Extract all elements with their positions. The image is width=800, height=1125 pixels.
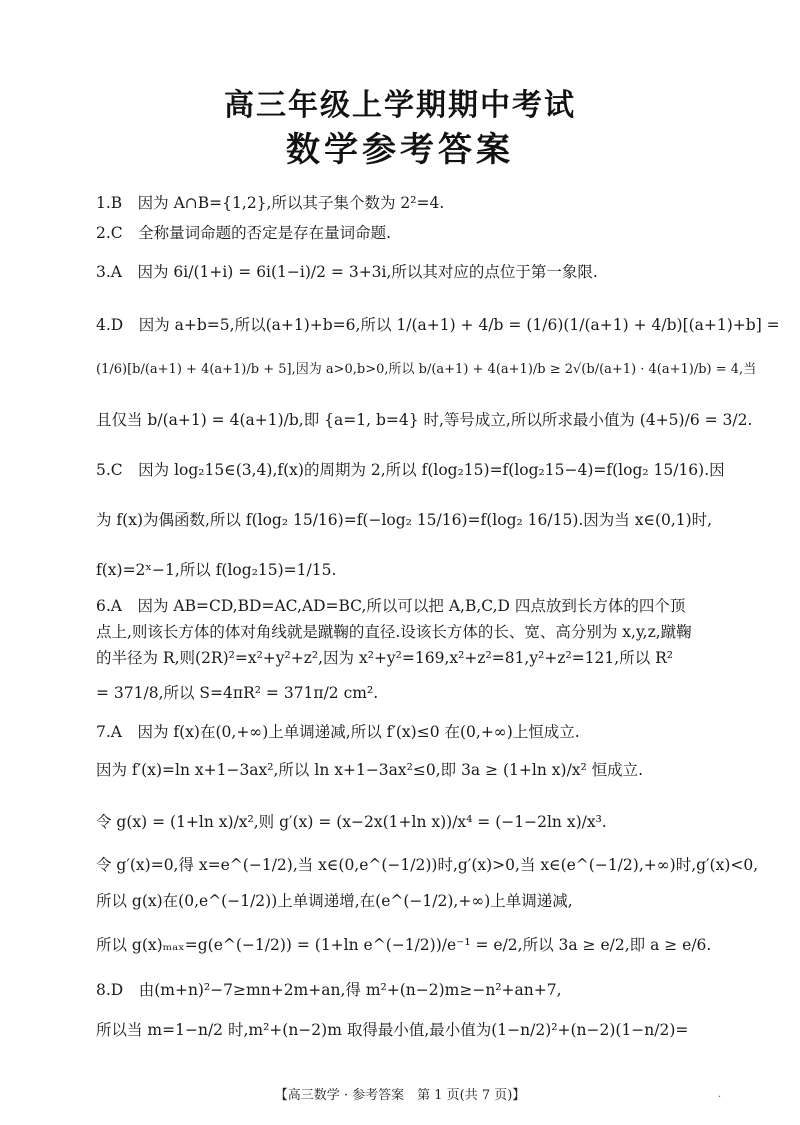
answer-7-line-5: 所以 g(x)在(0,e^(−1/2))上单调递增,在(e^(−1/2),+∞)上单调递减,	[96, 892, 573, 910]
page-title: 高三年级上学期期中考试	[224, 88, 576, 123]
answer-8-line-1: 8.D 由(m+n)²−7≥mn+2m+an,得 m²+(n−2)m≥−n²+an+7,	[96, 981, 562, 999]
answer-3: 3.A 因为 6i/(1+i) = 6i(1−i)/2 = 3+3i,所以其对应的点位于第一象限.	[96, 263, 598, 281]
answer-6-line-3: 的半径为 R,则(2R)²=x²+y²+z²,因为 x²+y²=169,x²+z²=81,y²+z²=121,所以 R²	[96, 649, 674, 667]
answer-7-line-4: 令 g′(x)=0,得 x=e^(−1/2),当 x∈(0,e^(−1/2))时,g′(x)>0,当 x∈(e^(−1/2),+∞)时,g′(x)<0,	[96, 856, 759, 874]
answer-6-line-2: 点上,则该长方体的体对角线就是蹴鞠的直径.设该长方体的长、宽、高分别为 x,y,z,蹴鞠	[96, 623, 692, 641]
answer-7-line-3: 令 g(x) = (1+ln x)/x²,则 g′(x) = (x−2x(1+ln x))/x⁴ = (−1−2ln x)/x³.	[96, 813, 607, 831]
answer-6-line-4: = 371/8,所以 S=4πR² = 371π/2 cm².	[96, 684, 379, 702]
answer-5-line-2: 为 f(x)为偶函数,所以 f(log₂ 15/16)=f(−log₂ 15/16)=f(log₂ 16/15).因为当 x∈(0,1)时,	[96, 511, 713, 529]
answer-8-line-2: 所以当 m=1−n/2 时,m²+(n−2)m 取得最小值,最小值为(1−n/2)²+(n−2)(1−n/2)=	[96, 1021, 689, 1039]
answer-7-line-2: 因为 f′(x)=ln x+1−3ax²,所以 ln x+1−3ax²≤0,即 3a ≥ (1+ln x)/x² 恒成立.	[96, 761, 644, 779]
answer-4-line-2: (1/6)[b/(a+1) + 4(a+1)/b + 5],因为 a>0,b>0,所以 b/(a+1) + 4(a+1)/b ≥ 2√(b/(a+1) · 4(a+1)/b) = 4,当	[96, 362, 757, 377]
answer-2: 2.C 全称量词命题的否定是存在量词命题.	[96, 224, 392, 242]
page-subtitle: 数学参考答案	[286, 130, 514, 170]
answer-7-line-1: 7.A 因为 f(x)在(0,+∞)上单调递减,所以 f′(x)≤0 在(0,+∞)上恒成立.	[96, 723, 580, 741]
answer-1: 1.B 因为 A∩B={1,2},所以其子集个数为 2²=4.	[96, 194, 445, 212]
answer-5-line-1: 5.C 因为 log₂15∈(3,4),f(x)的周期为 2,所以 f(log₂15)=f(log₂15−4)=f(log₂ 15/16).因	[96, 461, 725, 479]
answer-4-line-1: 4.D 因为 a+b=5,所以(a+1)+b=6,所以 1/(a+1) + 4/b = (1/6)(1/(a+1) + 4/b)[(a+1)+b] =	[96, 316, 780, 334]
answer-7-line-6: 所以 g(x)ₘₐₓ=g(e^(−1/2)) = (1+ln e^(−1/2))/e⁻¹ = e/2,所以 3a ≥ e/2,即 a ≥ e/6.	[96, 936, 712, 954]
corner-mark: ·	[718, 1092, 722, 1103]
answer-5-line-3: f(x)=2ˣ−1,所以 f(log₂15)=1/15.	[96, 561, 337, 579]
answer-6-line-1: 6.A 因为 AB=CD,BD=AC,AD=BC,所以可以把 A,B,C,D 四点放到长方体的四个顶	[96, 597, 686, 615]
page-footer: 【高三数学 · 参考答案 第 1 页(共 7 页)】	[274, 1088, 526, 1103]
answer-4-line-3: 且仅当 b/(a+1) = 4(a+1)/b,即 {a=1, b=4} 时,等号成立,所以所求最小值为 (4+5)/6 = 3/2.	[96, 411, 753, 429]
